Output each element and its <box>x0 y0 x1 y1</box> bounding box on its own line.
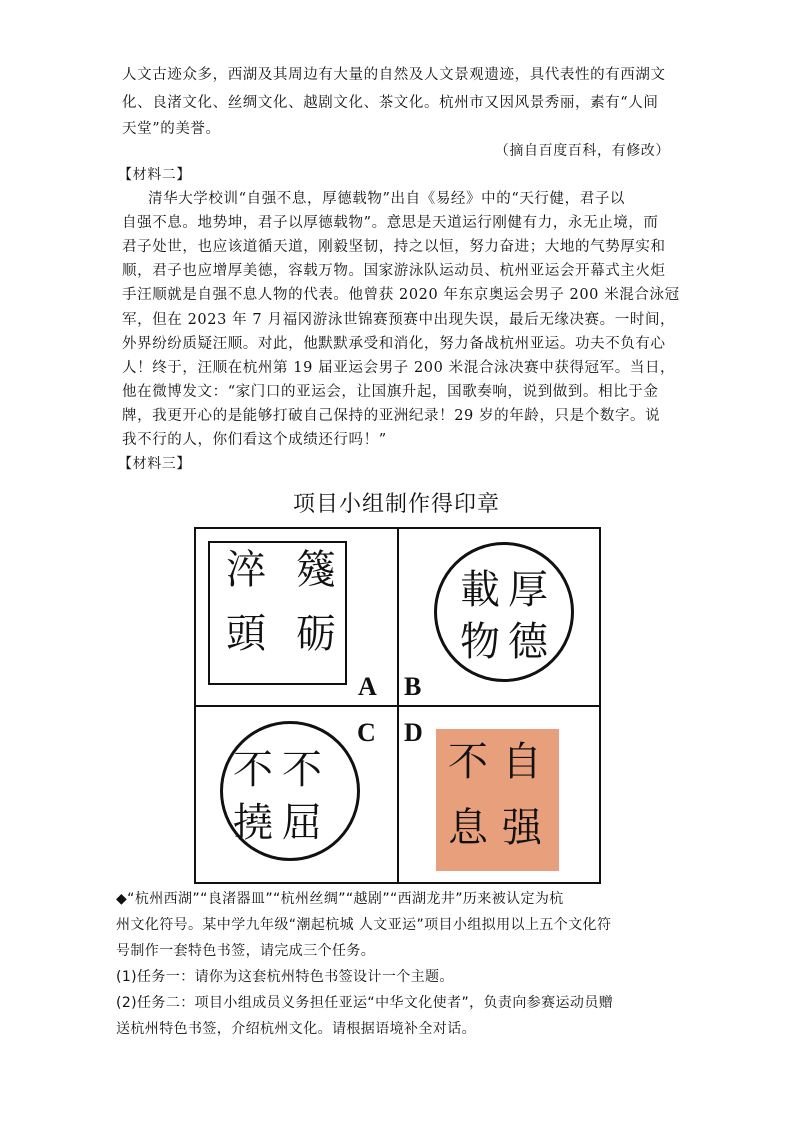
seal-a-letter: A <box>358 672 377 701</box>
seal-b-letter: B <box>404 672 422 701</box>
task-line: (1)任务一：请你为这套杭州特色书签设计一个主题。 <box>116 969 454 985</box>
seal-d-char: 自 <box>502 739 542 785</box>
figure-title: 项目小组制作得印章 <box>292 492 500 517</box>
seal-a-char: 䉔 <box>296 547 336 593</box>
seal-b-char: 載 <box>460 567 500 613</box>
material-three-heading: 【材料三】 <box>118 456 191 472</box>
seal-b-char: 物 <box>460 619 500 665</box>
intro-line: 人文古迹众多，西湖及其周边有大量的自然及人文景观遗迹，具代表性的有西湖文 <box>122 67 666 83</box>
grid-divider-horizontal <box>194 705 601 707</box>
seal-c-char: 不 <box>282 747 322 793</box>
seal-c-char: 屈 <box>282 800 322 846</box>
intro-line: 化、良渚文化、丝绸文化、越剧文化、茶文化。杭州市又因风景秀丽，素有“人间 <box>122 95 659 111</box>
seal-c-char: 撓 <box>233 800 273 846</box>
seal-d-char: 不 <box>448 739 488 785</box>
material-two-line: 清华大学校训“自强不息，厚德载物”出自《易经》中的“天行健，君子以 <box>148 191 626 207</box>
task-line: ◆“杭州西湖”“良渚器皿”“杭州丝绸”“越剧”“西湖龙井”历来被认定为杭 <box>116 891 564 907</box>
seal-d-letter: D <box>404 718 423 747</box>
material-two-line: 手汪顺就是自强不息人物的代表。他曾获 2020 年东京奥运会男子 200 米混合泳冠 <box>122 287 680 303</box>
seal-b-char: 厚 <box>508 567 548 613</box>
material-two-line: 军，但在 2023 年 7 月福冈游泳世锦赛预赛中出现失误，最后无缘决赛。一时间， <box>122 312 676 328</box>
seal-c-letter: C <box>357 718 376 747</box>
seal-c-char: 不 <box>233 747 273 793</box>
material-two-line: 外界纷纷质疑汪顺。对此，他默默承受和消化，努力备战杭州亚运。功夫不负有心 <box>122 336 666 352</box>
task-line: (2)任务二：项目小组成员义务担任亚运“中华文化使者”，负责向参赛运动员赠 <box>116 995 614 1011</box>
seal-b-circle <box>434 542 574 682</box>
seal-a-char: 頭 <box>226 611 266 657</box>
material-two-line: 君子处世，也应该道循天道，刚毅坚韧，持之以恒，努力奋进；大地的气势厚实和 <box>122 239 666 255</box>
source-note: （摘自百度百科，有修改） <box>494 143 670 159</box>
task-line: 号制作一套特色书签，请完成三个任务。 <box>116 943 376 959</box>
intro-line: 天堂”的美誉。 <box>122 121 221 137</box>
task-line: 送杭州特色书签，介绍杭州文化。请根据语境补全对话。 <box>116 1021 476 1037</box>
material-two-line: 牌，我更开心的是能够打破自己保持的亚洲纪录！29 岁的年龄，只是个数字。说 <box>122 408 661 424</box>
material-two-heading: 【材料二】 <box>118 167 191 183</box>
seal-b-char: 德 <box>508 619 548 665</box>
material-two-line: 自强不息。地势坤，君子以厚德载物”。意思是天道运行刚健有力，永无止境，而 <box>122 215 659 231</box>
seal-d-char: 强 <box>502 805 542 851</box>
seal-d-char: 息 <box>448 805 488 851</box>
seal-a-char: 淬 <box>226 547 266 593</box>
material-two-line: 人！终于，汪顺在杭州第 19 届亚运会男子 200 米混合泳决赛中获得冠军。当日， <box>122 360 676 376</box>
material-two-line: 顺，君子也应增厚美德，容载万物。国家游泳队运动员、杭州亚运会开幕式主火炬 <box>122 263 666 279</box>
seal-a-char: 砺 <box>296 611 336 657</box>
material-two-line: 他在微博发文：“家门口的亚运会，让国旗升起，国歌奏响，说到做到。相比于金 <box>122 384 659 400</box>
task-line: 州文化符号。某中学九年级“潮起杭城 人文亚运”项目小组拟用以上五个文化符 <box>116 917 612 933</box>
material-two-line: 我不行的人，你们看这个成绩还行吗！” <box>122 432 387 448</box>
